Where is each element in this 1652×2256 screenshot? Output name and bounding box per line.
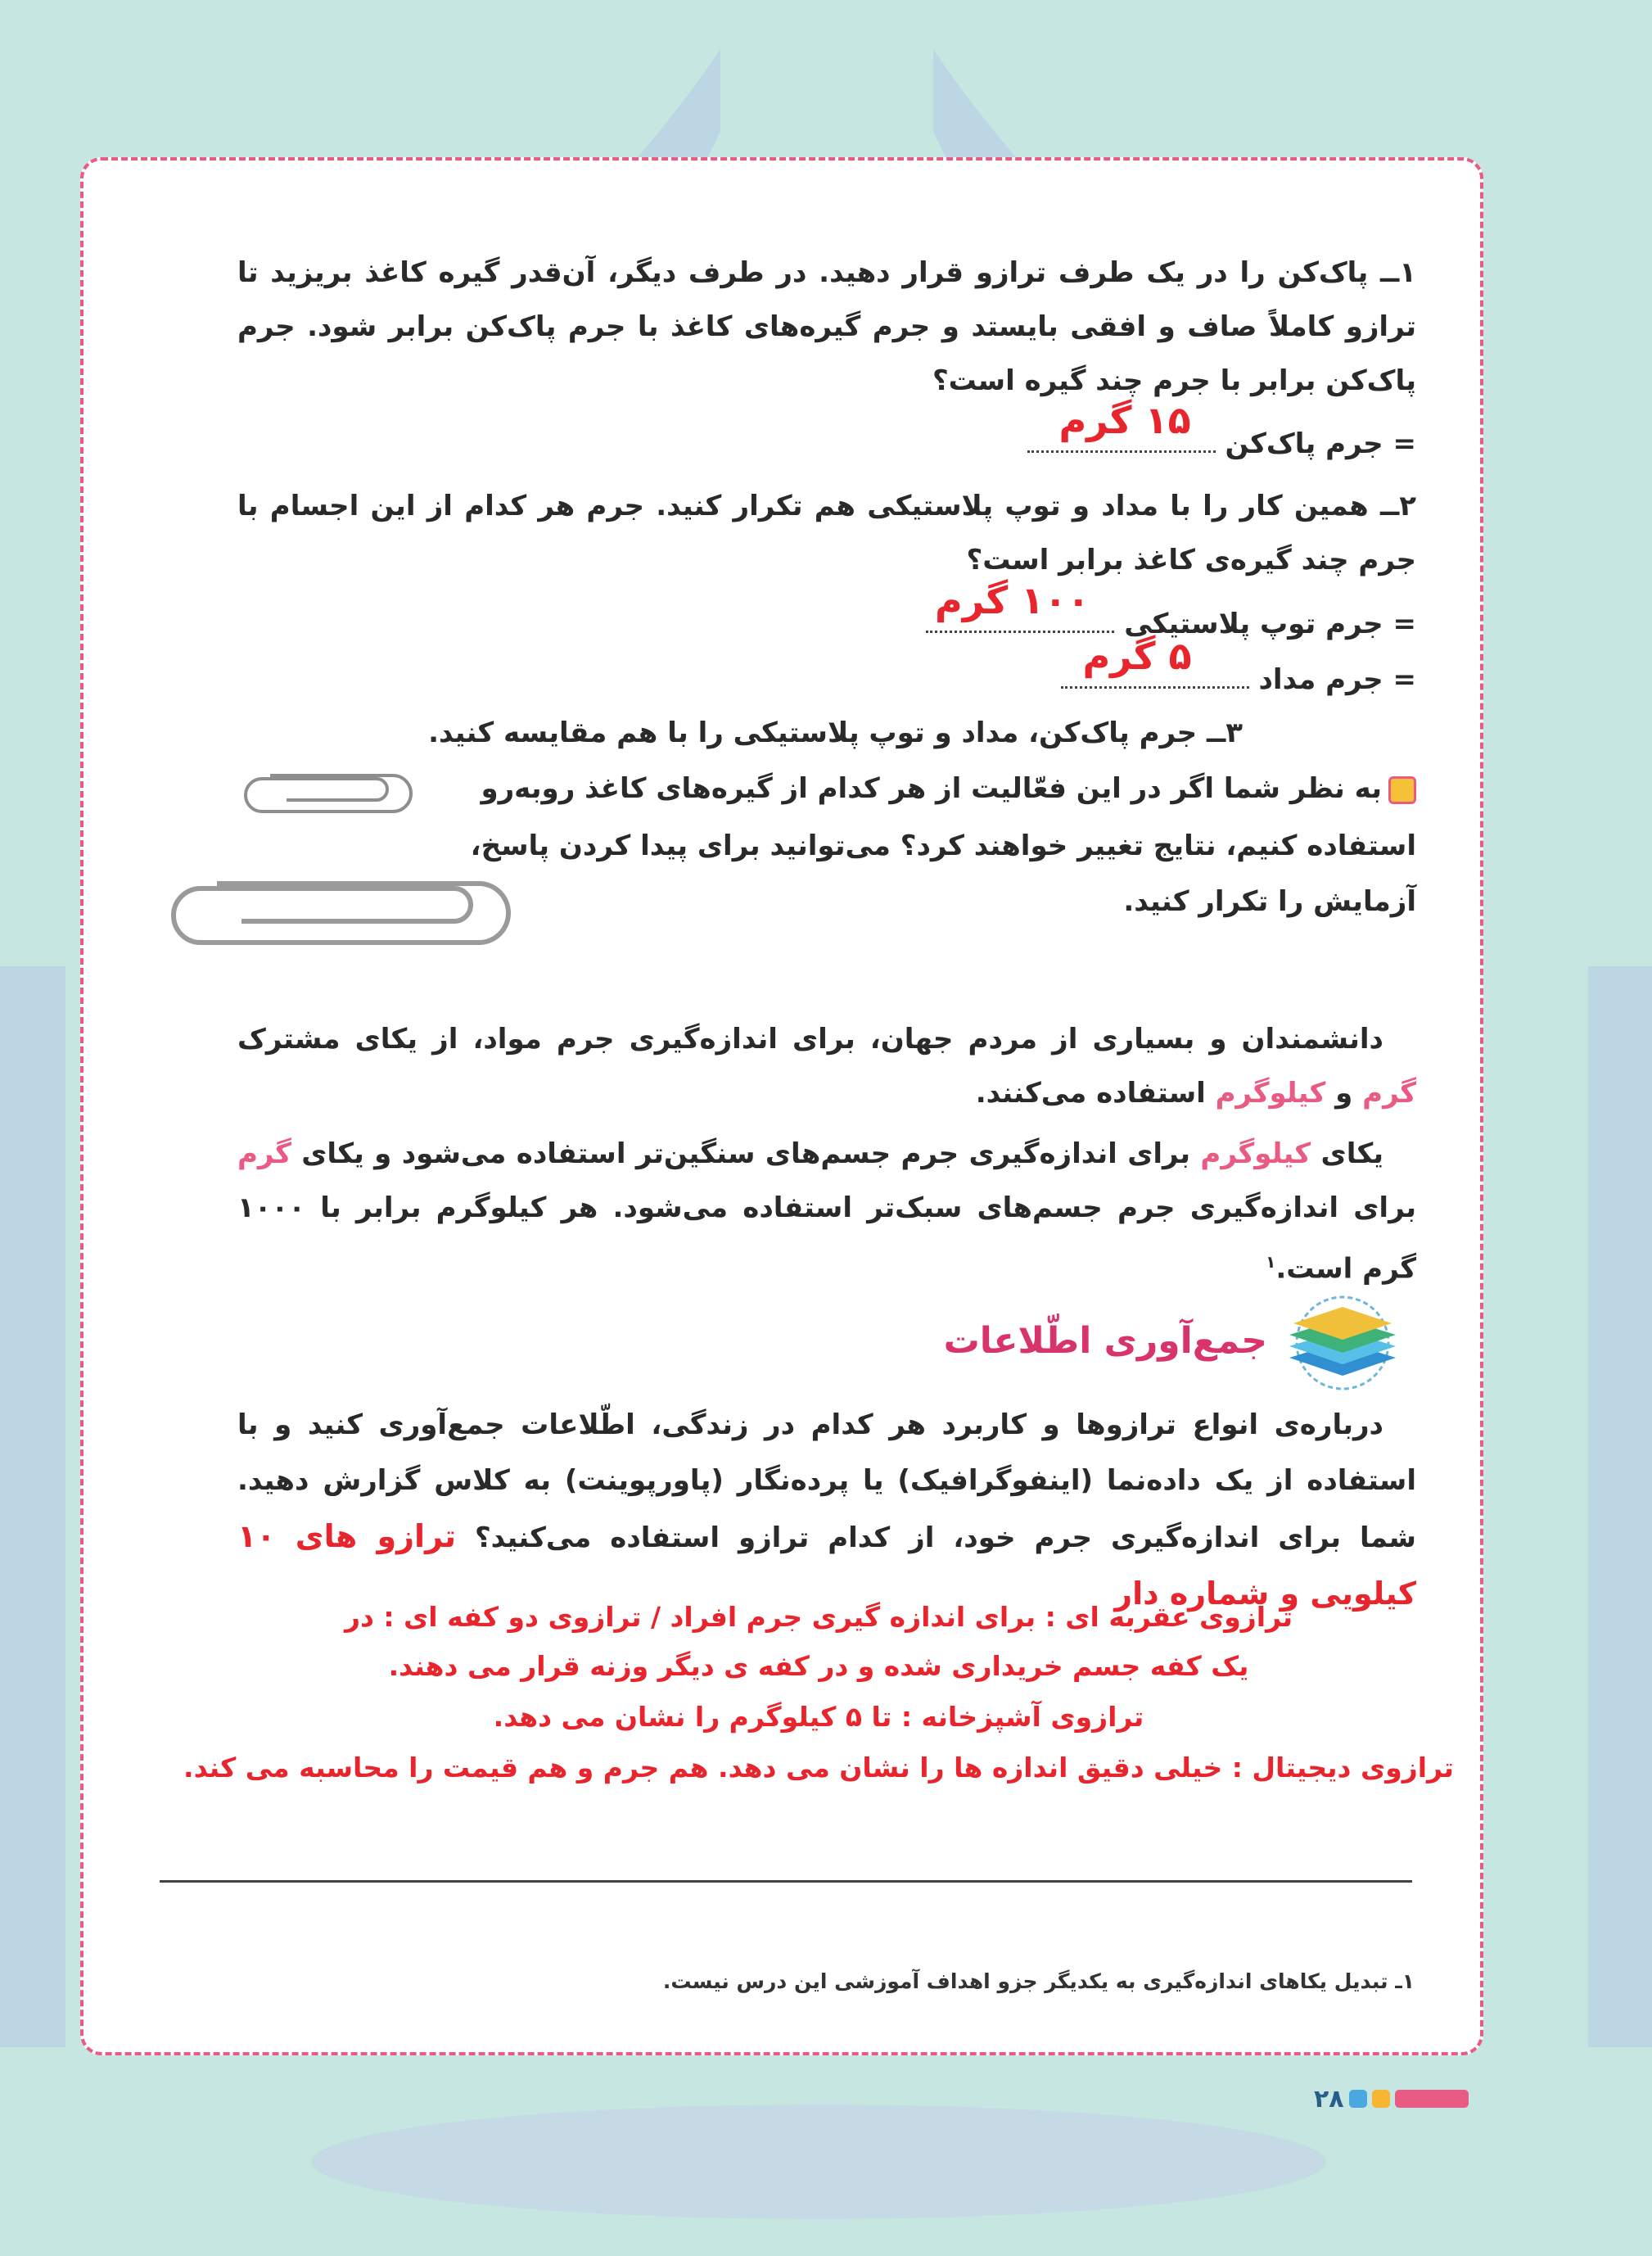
section-title: جمع‌آوری اطّلاعات: [943, 1320, 1267, 1362]
section-paragraph: [237, 1397, 1416, 1623]
units-paragraph-1: [237, 1012, 1416, 1120]
section-answer: ترازو های ۱۰ کیلویی و شماره دار: [237, 1518, 1416, 1612]
think-text-1: به نظر شما اگر در این فعّالیت از هر کدام از گیره‌های کاغذ روبه‌رو: [481, 772, 1382, 805]
answer-line-4: ترازوی دیجیتال : خیلی دقیق اندازه ها را نشان می دهد. هم جرم و هم قیمت را محاسبه می کند.: [183, 1752, 1454, 1784]
gram-highlight: گرم: [1362, 1077, 1416, 1110]
pencil-mass-row: [1061, 634, 1416, 696]
pencil-mass-label: = جرم مداد: [1258, 663, 1416, 696]
kilogram-highlight-2: کیلوگرم: [1200, 1137, 1311, 1170]
page-number-area: [1314, 2084, 1494, 2114]
pencil-mass-blank: [1061, 634, 1249, 689]
para1-text-b: و: [1325, 1077, 1363, 1110]
eraser-mass-blank: [1027, 398, 1216, 453]
gram-highlight-2: گرم: [237, 1137, 291, 1170]
answer-line-3: ترازوی آشپزخانه : تا ۵ کیلوگرم را نشان می دهد.: [493, 1701, 1144, 1733]
para2-text-b: برای اندازه‌گیری جرم جسم‌های سنگین‌تر استفاده می‌شود و یکای: [291, 1137, 1201, 1170]
question-1: ۱ــ پاک‌کن را در یک طرف ترازو قرار دهید. در طرف دیگر، آن‌قدر گیره کاغذ بریزید تا ترازو کاملاً صاف و افقی بایستد و جرم گیره‌های کاغذ با جرم پاک‌کن برابر شود. جرم پاک‌کن برابر با جرم چند گیره است؟: [237, 256, 1416, 397]
large-paperclip-icon: [168, 872, 520, 954]
think-line-1: [467, 762, 1416, 816]
think-bullet-icon: [1388, 776, 1416, 804]
ball-mass-blank: [926, 578, 1114, 633]
ball-mass-answer: ۱۰۰ گرم: [935, 578, 1090, 622]
question-3: ۳ــ جرم پاک‌کن، مداد و توپ پلاستیکی را با هم مقایسه کنید.: [428, 717, 1243, 749]
eraser-mass-answer: ۱۵ گرم: [1058, 398, 1191, 442]
pencil-mass-answer: ۵ گرم: [1082, 634, 1192, 678]
pink-bar-icon: [1395, 2090, 1469, 2108]
eraser-mass-row: [1027, 398, 1416, 460]
think-line-3: آزمایش را تکرار کنید.: [1123, 885, 1416, 918]
kilogram-highlight: کیلوگرم: [1215, 1077, 1326, 1110]
answer-line-1: ترازوی عقربه ای : برای اندازه گیری جرم افراد / ترازوی دو کفه ای : در: [344, 1601, 1293, 1633]
answer-line-2: یک کفه جسم خریداری شده و در کفه ی دیگر وزنه قرار می دهند.: [388, 1650, 1249, 1682]
stacked-layers-icon: [1273, 1294, 1412, 1392]
para1-text-c: استفاده می‌کنند.: [975, 1077, 1216, 1110]
ball-mass-label: = جرم توپ پلاستیکی: [1124, 608, 1416, 640]
para1-text-a: دانشمندان و بسیاری از مردم جهان، برای اندازه‌گیری جرم مواد، از یکای مشترک: [237, 1023, 1383, 1056]
page-number: ۲۸: [1314, 2084, 1344, 2114]
footnote: ۱ـ تبدیل یکاهای اندازه‌گیری به یکدیگر جزو اهداف آموزشی این درس نیست.: [662, 1969, 1415, 1993]
section-text: درباره‌ی انواع ترازوها و کاربرد هر کدام در زندگی، اطّلاعات جمع‌آوری کنید و با استفاده از یک داده‌نما (اینفوگرافیک) یا پرده‌نگار (پاورپوینت) به کلاس گزارش دهید. شما برای اندازه‌گیری جرم خود، از کدام ترازو استفاده می‌کنید؟: [237, 1408, 1416, 1554]
think-line-2: استفاده کنیم، نتایج تغییر خواهند کرد؟ می‌توانید برای پیدا کردن پاسخ،: [470, 830, 1416, 862]
small-paperclip-icon: [237, 766, 418, 823]
blue-marker-icon: [1349, 2090, 1367, 2108]
para2-text-a: یکای: [1311, 1137, 1383, 1170]
footnote-divider: [160, 1880, 1412, 1883]
para2-text-c: برای اندازه‌گیری جرم جسم‌های سبک‌تر استفاده می‌شود. هر کیلوگرم برابر با ۱۰۰۰ گرم است.: [237, 1191, 1416, 1286]
footnote-mark: ۱: [1266, 1252, 1276, 1272]
eraser-mass-label: = جرم پاک‌کن: [1225, 427, 1416, 460]
orange-marker-icon: [1372, 2090, 1390, 2108]
question-2: ۲ــ همین کار را با مداد و توپ پلاستیکی هم تکرار کنید. جرم هر کدام از این اجسام با جرم چند گیره‌ی کاغذ برابر است؟: [237, 490, 1416, 576]
units-paragraph-2: [237, 1127, 1416, 1295]
